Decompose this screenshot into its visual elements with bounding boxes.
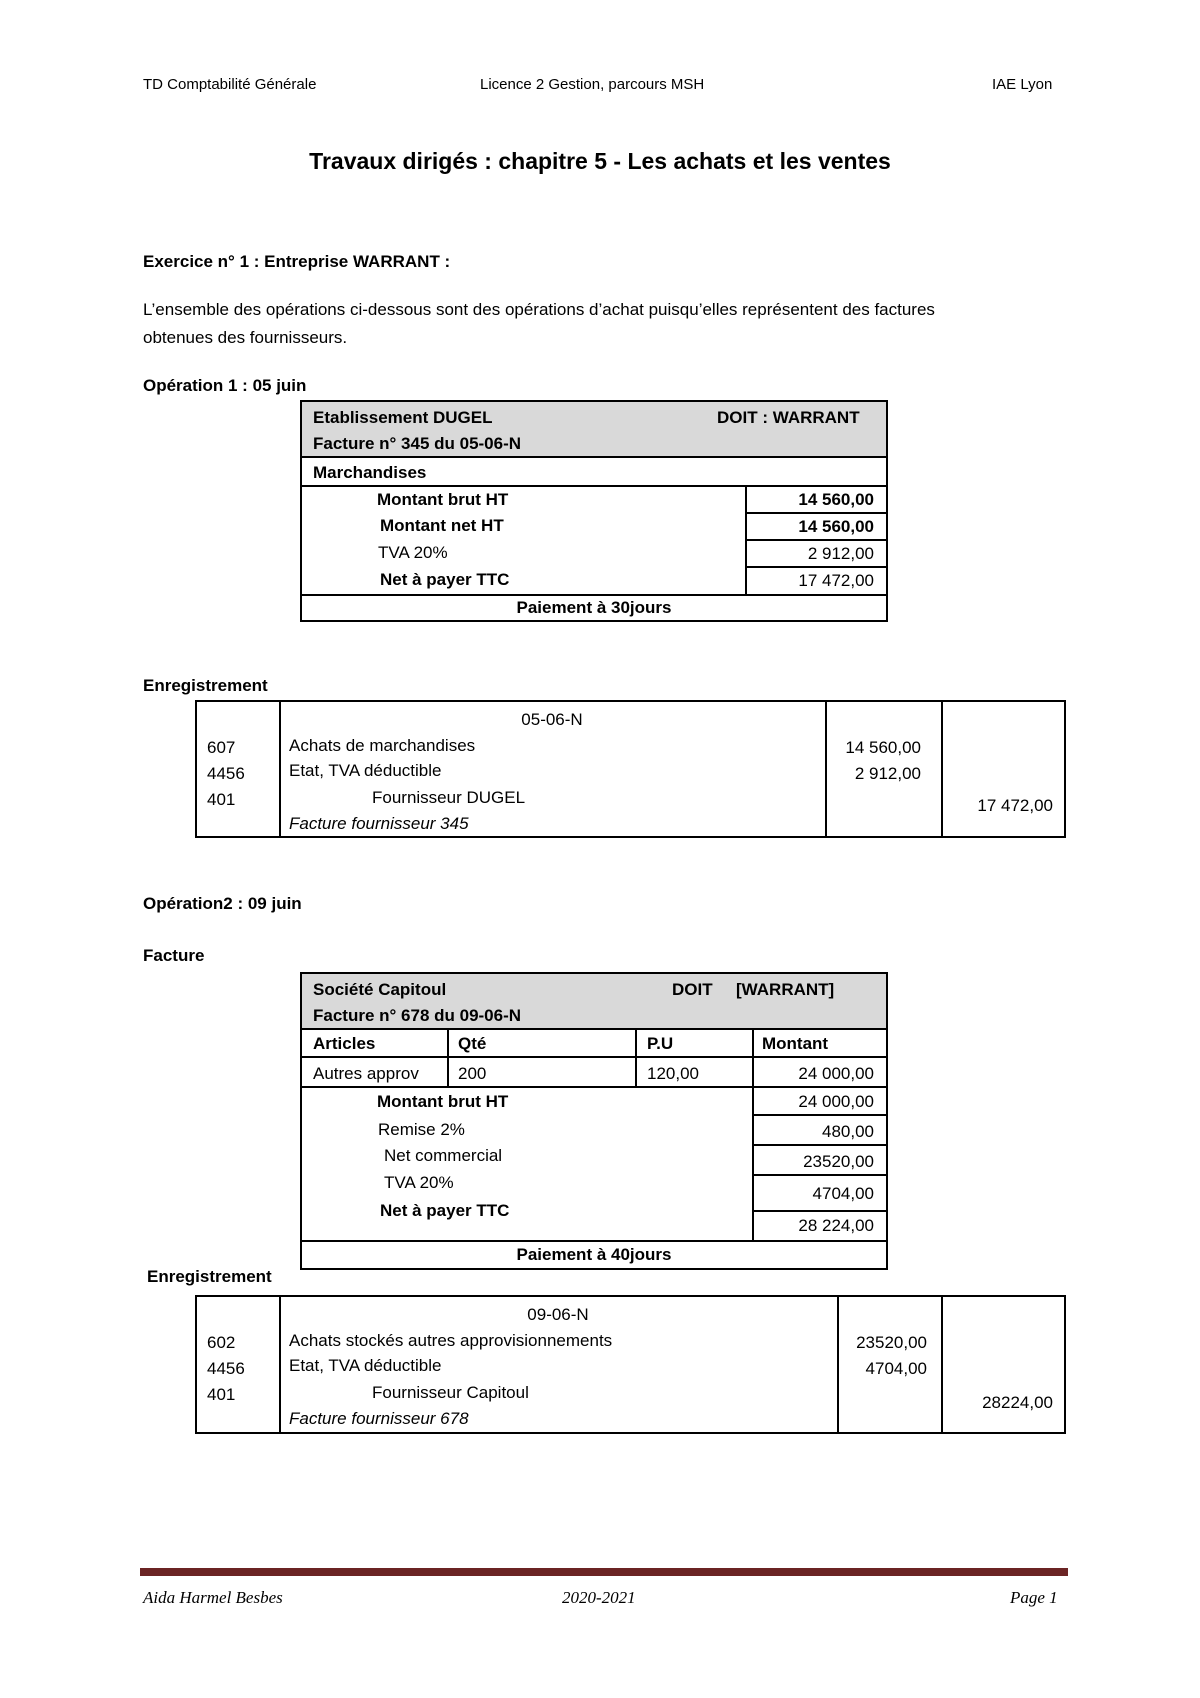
- op2-col-pu: P.U: [647, 1034, 674, 1053]
- op2-client: [WARRANT]: [736, 980, 835, 999]
- op2-col-amount: Montant: [762, 1034, 829, 1053]
- op1-row-label: Net à payer TTC: [380, 570, 510, 589]
- op1-row-value: 2 912,00: [807, 544, 874, 563]
- intro-line-2: obtenues des fournisseurs.: [143, 328, 348, 347]
- op2-debit: 4704,00: [865, 1359, 927, 1378]
- op2-col-articles: Articles: [313, 1034, 376, 1053]
- intro-line-1: L’ensemble des opérations ci-dessous sont des opérations d’achat puisqu’elles représentent des factures: [143, 300, 935, 319]
- footer-author: Aida Harmel Besbes: [143, 1588, 283, 1607]
- op1-row-label: Montant net HT: [380, 516, 504, 535]
- op2-item-pu: 120,00: [647, 1064, 699, 1083]
- op2-row-label: Remise 2%: [378, 1120, 465, 1139]
- op2-sub-heading: Facture: [143, 946, 205, 965]
- op1-line: Achats de marchandises: [289, 736, 476, 755]
- page-title: Travaux dirigés : chapitre 5 - Les achats et les ventes: [309, 148, 891, 174]
- op1-account: 401: [207, 790, 236, 809]
- op1-note: Facture fournisseur 345: [289, 814, 469, 833]
- footer-page: Page 1: [1010, 1588, 1058, 1607]
- op1-line: Etat, TVA déductible: [289, 761, 442, 780]
- op1-debit: 2 912,00: [854, 764, 921, 783]
- op1-row-value: 17 472,00: [798, 571, 874, 590]
- op2-journal-entry: [195, 1295, 1066, 1434]
- op1-journal-date: 05-06-N: [521, 710, 583, 729]
- op2-row-label: Net commercial: [384, 1146, 503, 1165]
- footer-rule: [140, 1568, 1068, 1576]
- op1-account: 4456: [207, 764, 245, 783]
- op2-line: Etat, TVA déductible: [289, 1356, 442, 1375]
- op2-debit: 23520,00: [856, 1333, 927, 1352]
- op1-row-label: TVA 20%: [378, 543, 448, 562]
- op2-row-label: TVA 20%: [384, 1173, 454, 1192]
- op2-item-qty: 200: [458, 1064, 487, 1083]
- op2-col-qty: Qté: [458, 1034, 487, 1053]
- op1-credit: 17 472,00: [977, 796, 1053, 815]
- op2-item-article: Autres approv: [313, 1064, 419, 1083]
- op1-section: Marchandises: [313, 463, 427, 482]
- op1-debit: 14 560,00: [845, 738, 921, 757]
- op2-item-amount: 24 000,00: [798, 1064, 874, 1083]
- op2-row-label: Montant brut HT: [377, 1092, 509, 1111]
- op2-note: Facture fournisseur 678: [289, 1409, 469, 1428]
- header-center: Licence 2 Gestion, parcours MSH: [480, 76, 705, 93]
- op1-heading: Opération 1 : 05 juin: [143, 376, 307, 395]
- op1-payment: Paiement à 30jours: [516, 598, 672, 617]
- op2-record-heading: Enregistrement: [147, 1267, 272, 1286]
- op2-account: 401: [207, 1385, 236, 1404]
- op2-row-value: 28 224,00: [798, 1216, 874, 1235]
- op2-invoice-ref: Facture n° 678 du 09-06-N: [313, 1006, 522, 1025]
- op2-doit: DOIT: [672, 980, 713, 999]
- op2-invoice: [300, 972, 888, 1270]
- op2-row-value: 23520,00: [803, 1152, 874, 1171]
- op1-row-value: 14 560,00: [798, 490, 874, 509]
- op1-account: 607: [207, 738, 236, 757]
- op2-account: 4456: [207, 1359, 245, 1378]
- op1-line: Fournisseur DUGEL: [372, 788, 526, 807]
- op1-invoice-ref: Facture n° 345 du 05-06-N: [313, 434, 522, 453]
- op1-row-label: Montant brut HT: [377, 490, 509, 509]
- op2-line: Achats stockés autres approvisionnements: [289, 1331, 613, 1350]
- op2-row-value: 480,00: [822, 1122, 874, 1141]
- op1-invoice: [300, 400, 888, 622]
- header-left: TD Comptabilité Générale: [143, 76, 317, 93]
- op1-doit: DOIT : WARRANT: [717, 408, 860, 427]
- op2-row-label: Net à payer TTC: [380, 1201, 510, 1220]
- op2-row-value: 4704,00: [812, 1184, 874, 1203]
- op1-supplier: Etablissement DUGEL: [313, 408, 493, 427]
- footer-year: 2020-2021: [562, 1588, 636, 1607]
- header-right: IAE Lyon: [992, 76, 1053, 93]
- op2-line: Fournisseur Capitoul: [372, 1383, 529, 1402]
- op2-heading: Opération2 : 09 juin: [143, 894, 302, 913]
- op2-row-value: 24 000,00: [798, 1092, 874, 1111]
- exercise-heading: Exercice n° 1 : Entreprise WARRANT :: [143, 252, 451, 271]
- op2-credit: 28224,00: [982, 1393, 1053, 1412]
- op2-payment: Paiement à 40jours: [516, 1245, 672, 1264]
- op2-account: 602: [207, 1333, 236, 1352]
- op1-journal-entry: [195, 700, 1066, 838]
- op1-record-heading: Enregistrement: [143, 676, 268, 695]
- op2-supplier: Société Capitoul: [313, 980, 447, 999]
- op2-journal-date: 09-06-N: [527, 1305, 589, 1324]
- op1-row-value: 14 560,00: [798, 517, 874, 536]
